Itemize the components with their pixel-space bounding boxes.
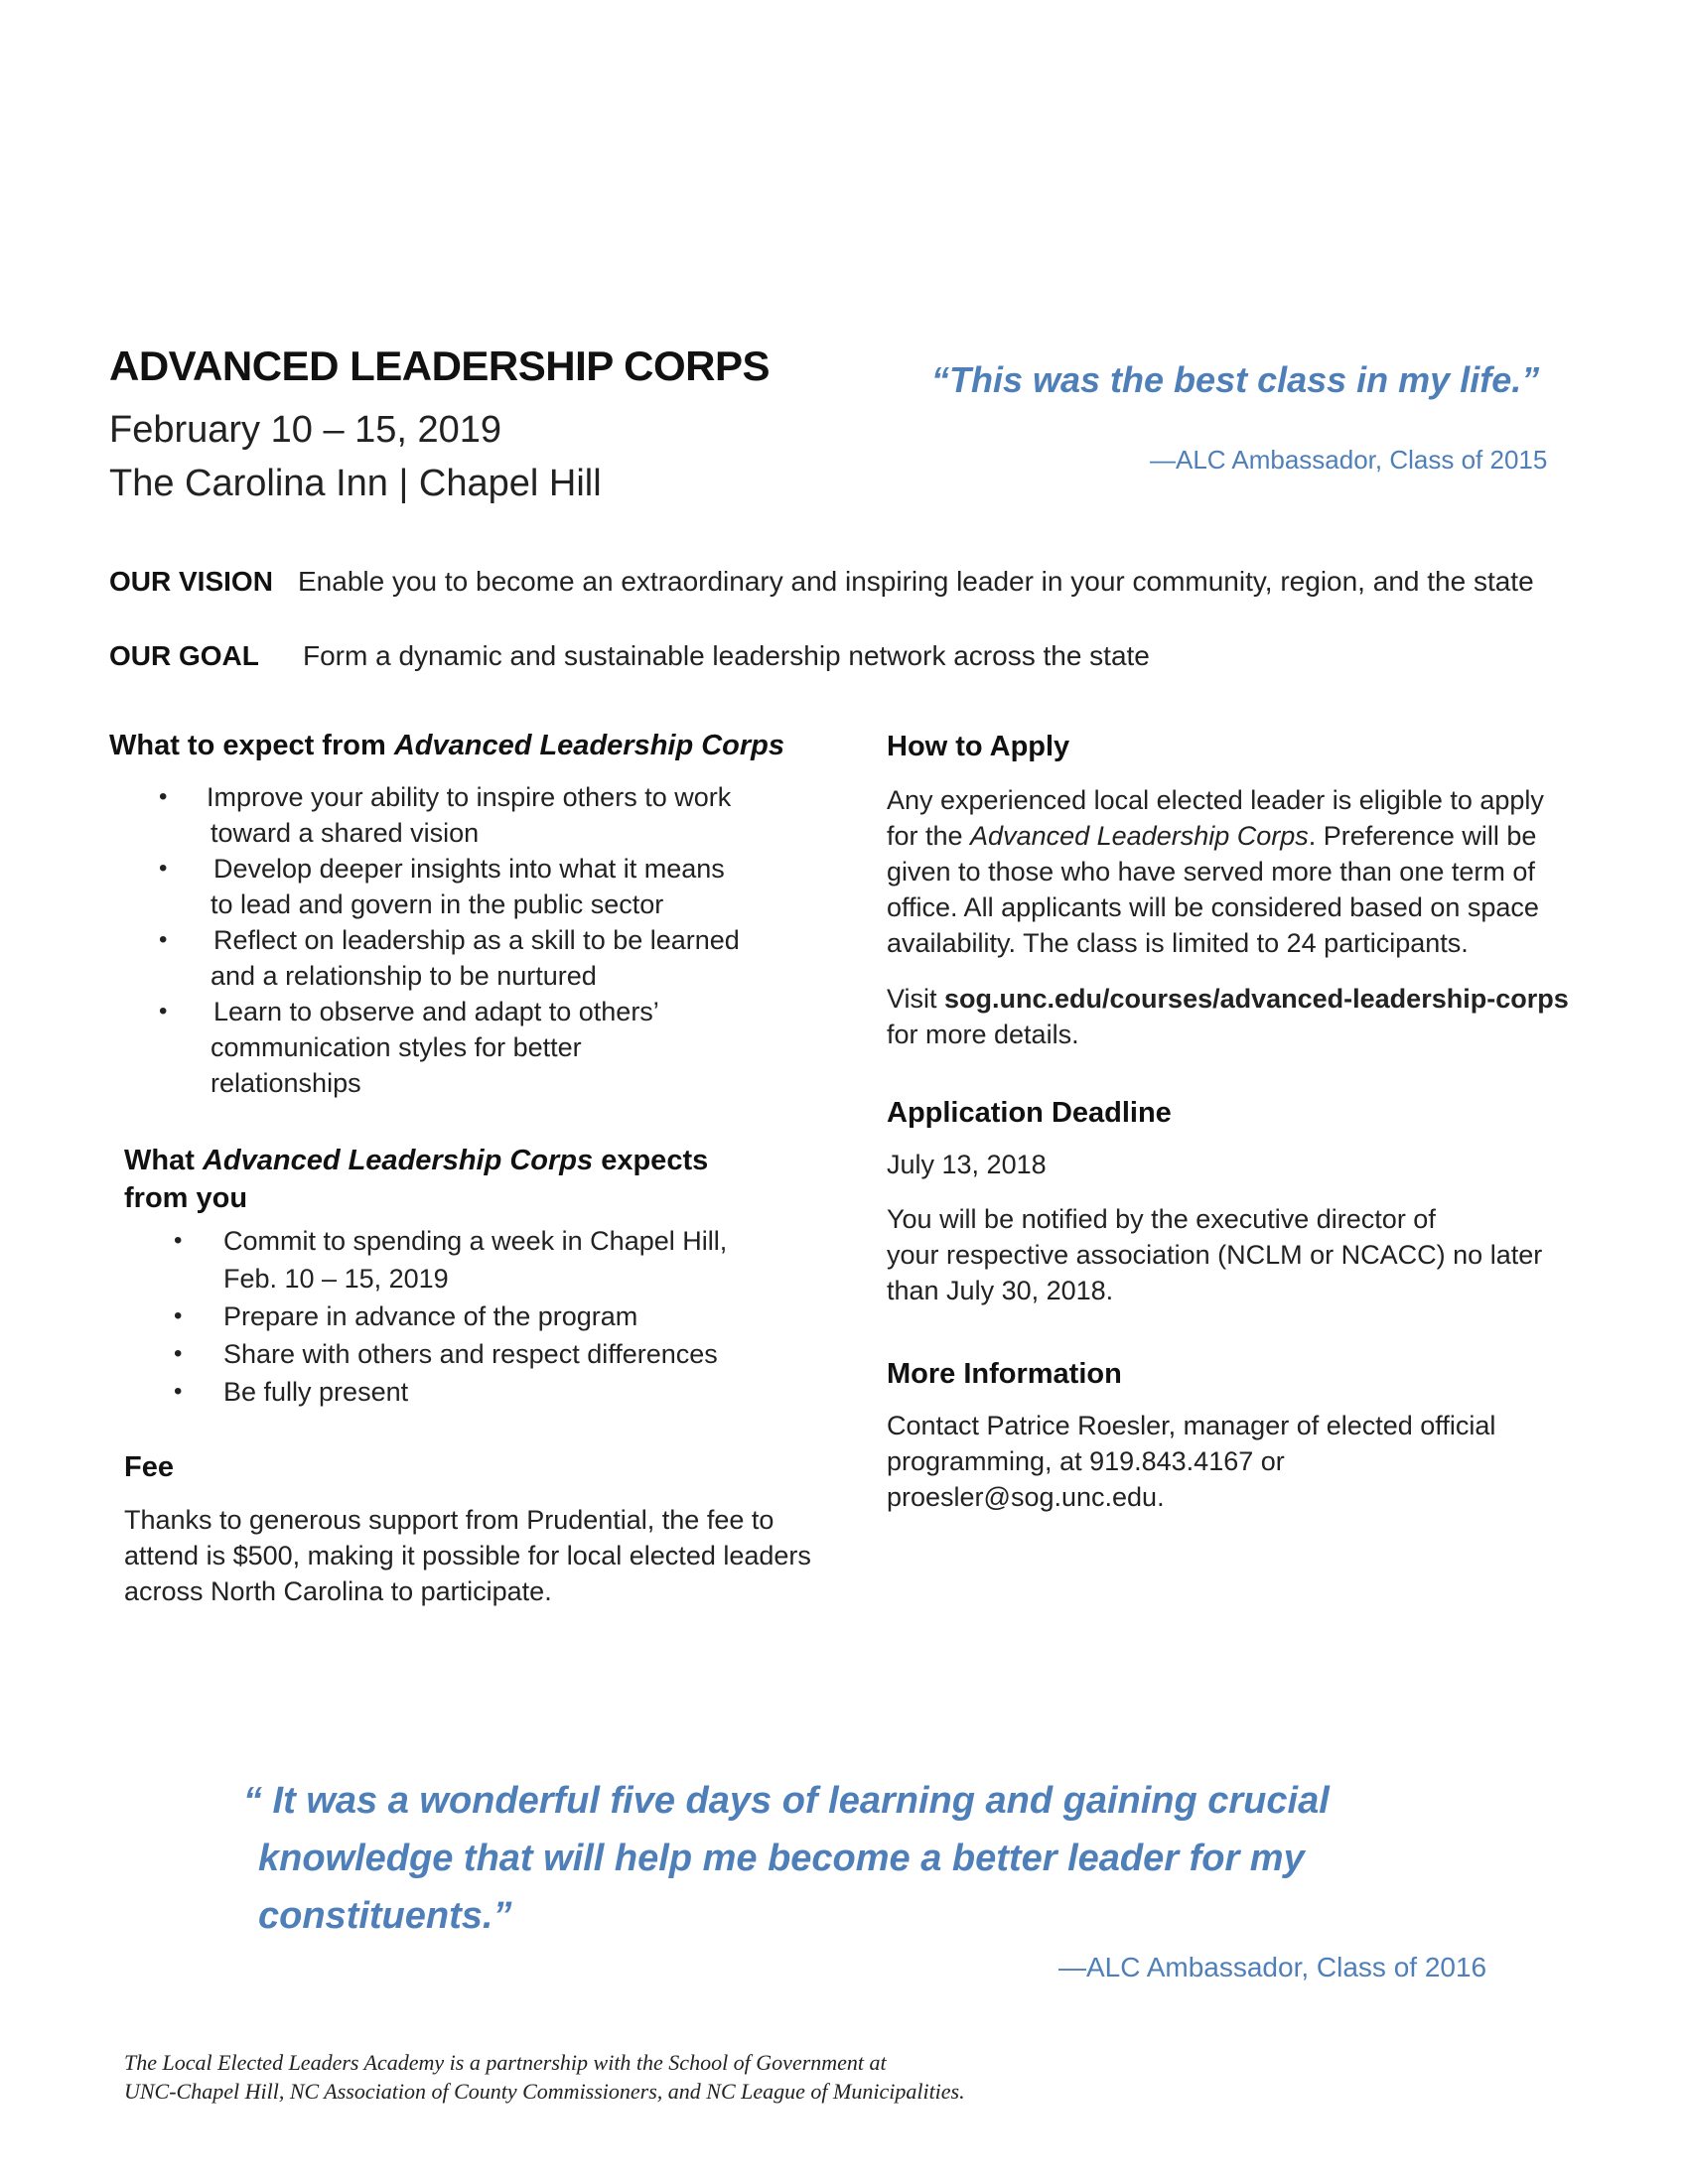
more-info-heading: More Information bbox=[887, 1358, 1122, 1390]
expects-heading-line2: from you bbox=[124, 1182, 248, 1214]
apply-line: office. All applicants will be considered based on space bbox=[887, 892, 1539, 922]
apply-line: given to those who have served more than one term of bbox=[887, 857, 1535, 887]
expect-heading-italic: Advanced Leadership Corps bbox=[393, 730, 785, 761]
apply-line: availability. The class is limited to 24 participants. bbox=[887, 928, 1469, 958]
expects-heading-italic: Advanced Leadership Corps bbox=[202, 1145, 594, 1176]
bottom-quote bbox=[243, 1772, 1385, 1945]
course-link[interactable]: sog.unc.edu/courses/advanced-leadership-corps bbox=[944, 984, 1569, 1014]
expects-you-heading bbox=[124, 1142, 708, 1217]
list-item-line: to lead and govern in the public sector bbox=[211, 889, 664, 919]
list-item-line: Be fully present bbox=[223, 1377, 409, 1407]
bullet-icon: • bbox=[159, 926, 168, 953]
deadline-line: than July 30, 2018. bbox=[887, 1276, 1114, 1305]
expects-heading-prefix: What bbox=[124, 1145, 203, 1176]
expect-heading bbox=[109, 730, 784, 762]
bottom-quote-line: “ It was a wonderful five days of learning and gaining crucial bbox=[243, 1780, 1330, 1822]
vision-row bbox=[109, 566, 1534, 598]
bullet-icon: • bbox=[174, 1302, 183, 1329]
apply-text bbox=[887, 782, 1544, 961]
list-item bbox=[159, 994, 804, 1101]
bullet-icon: • bbox=[159, 783, 168, 810]
list-item-line: Commit to spending a week in Chapel Hill, bbox=[223, 1226, 728, 1256]
list-item bbox=[174, 1298, 809, 1334]
deadline-date: July 13, 2018 bbox=[887, 1150, 1047, 1179]
list-item-line: relationships bbox=[211, 1068, 361, 1098]
visit-suffix: for more details. bbox=[887, 1020, 1079, 1049]
apply-line: Any experienced local elected leader is eligible to apply bbox=[887, 785, 1544, 815]
list-item-line: Develop deeper insights into what it means bbox=[213, 854, 725, 884]
list-item bbox=[159, 922, 804, 994]
expect-heading-prefix: What to expect from bbox=[109, 730, 394, 761]
top-quote: “This was the best class in my life.” bbox=[931, 359, 1540, 400]
bullet-icon: • bbox=[159, 998, 168, 1024]
bottom-quote-attribution: —ALC Ambassador, Class of 2016 bbox=[1058, 1952, 1487, 1982]
list-item bbox=[159, 851, 804, 922]
fee-line: Thanks to generous support from Prudential, the fee to bbox=[124, 1505, 774, 1535]
expects-heading-suffix: expects bbox=[593, 1145, 709, 1176]
event-location: The Carolina Inn | Chapel Hill bbox=[109, 463, 602, 504]
fee-line: attend is $500, making it possible for local elected leaders bbox=[124, 1541, 811, 1570]
visit-prefix: Visit bbox=[887, 984, 945, 1014]
deadline-line: your respective association (NCLM or NCACC) no later bbox=[887, 1240, 1543, 1270]
bullet-icon: • bbox=[174, 1227, 183, 1254]
list-item bbox=[174, 1223, 809, 1297]
footer-note bbox=[124, 2048, 1316, 2106]
list-item-line: Improve your ability to inspire others to work bbox=[207, 782, 732, 812]
bullet-icon: • bbox=[159, 855, 168, 882]
deadline-text bbox=[887, 1201, 1542, 1308]
more-info-text bbox=[887, 1408, 1495, 1515]
bottom-quote-line: knowledge that will help me become a better leader for my bbox=[258, 1838, 1305, 1879]
list-item-line: Prepare in advance of the program bbox=[223, 1301, 638, 1331]
list-item-line: Feb. 10 – 15, 2019 bbox=[223, 1264, 449, 1294]
list-item-line: toward a shared vision bbox=[211, 818, 480, 848]
apply-line bbox=[887, 818, 1544, 854]
fee-line: across North Carolina to participate. bbox=[124, 1576, 552, 1606]
footer-line: The Local Elected Leaders Academy is a partnership with the School of Government at bbox=[124, 2050, 887, 2075]
fee-heading: Fee bbox=[124, 1451, 174, 1483]
vision-label: OUR VISION bbox=[109, 566, 273, 597]
expects-you-list bbox=[174, 1223, 809, 1410]
page-title: ADVANCED LEADERSHIP CORPS bbox=[109, 342, 771, 389]
deadline-heading: Application Deadline bbox=[887, 1097, 1172, 1129]
deadline-line: You will be notified by the executive director of bbox=[887, 1204, 1436, 1234]
apply-line2-prefix: for the bbox=[887, 821, 971, 851]
top-quote-attribution: —ALC Ambassador, Class of 2015 bbox=[1150, 445, 1548, 475]
list-item bbox=[174, 1374, 809, 1410]
bullet-icon: • bbox=[174, 1378, 183, 1405]
apply-line2-suffix: . Preference will be bbox=[1308, 821, 1537, 851]
apply-visit bbox=[887, 981, 1569, 1052]
bottom-quote-line: constituents.” bbox=[258, 1895, 512, 1937]
list-item-line: Reflect on leadership as a skill to be learned bbox=[213, 925, 740, 955]
event-dates: February 10 – 15, 2019 bbox=[109, 409, 502, 451]
list-item bbox=[159, 779, 804, 851]
list-item-line: Learn to observe and adapt to others’ bbox=[213, 997, 659, 1026]
more-info-line: programming, at 919.843.4167 or bbox=[887, 1446, 1285, 1476]
goal-label: OUR GOAL bbox=[109, 640, 259, 671]
more-info-line: Contact Patrice Roesler, manager of elected official bbox=[887, 1411, 1496, 1440]
list-item-line: communication styles for better bbox=[211, 1032, 582, 1062]
fee-text bbox=[124, 1502, 811, 1609]
list-item bbox=[174, 1336, 809, 1372]
vision-text: Enable you to become an extraordinary and inspiring leader in your community, region, and the state bbox=[298, 566, 1534, 597]
more-info-line: proesler@sog.unc.edu. bbox=[887, 1482, 1165, 1512]
goal-row bbox=[109, 640, 1150, 672]
expect-list bbox=[159, 779, 804, 1101]
goal-text: Form a dynamic and sustainable leadership network across the state bbox=[303, 640, 1150, 671]
list-item-line: Share with others and respect differences bbox=[223, 1339, 718, 1369]
list-item-line: and a relationship to be nurtured bbox=[211, 961, 597, 991]
footer-line: UNC-Chapel Hill, NC Association of County Commissioners, and NC League of Municipalities. bbox=[124, 2079, 965, 2104]
apply-heading: How to Apply bbox=[887, 731, 1070, 762]
apply-line2-italic: Advanced Leadership Corps bbox=[970, 821, 1309, 851]
bullet-icon: • bbox=[174, 1340, 183, 1367]
